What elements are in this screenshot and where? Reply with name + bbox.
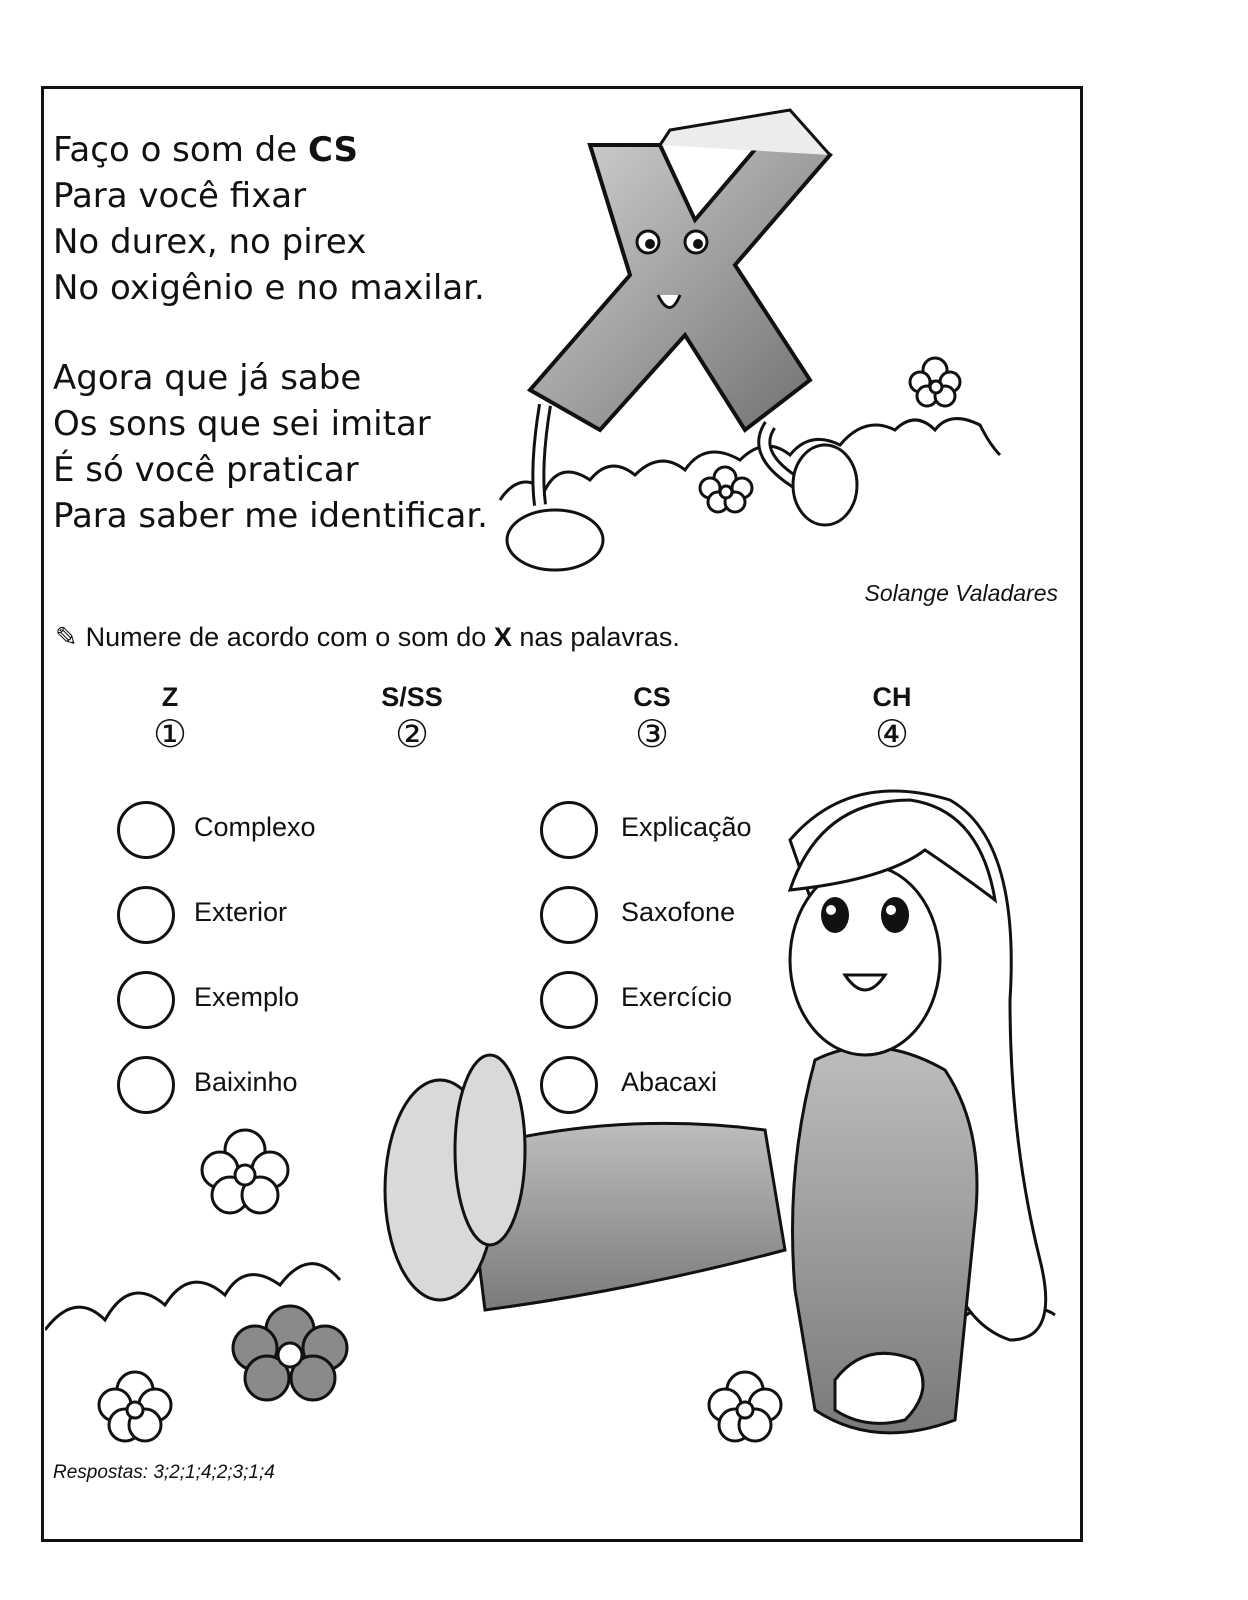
word-item: Explicação xyxy=(621,812,752,842)
number-2-icon: ② xyxy=(394,712,430,756)
poem-line: No durex, no pirex xyxy=(53,222,367,262)
poem-line: É só você praticar xyxy=(53,450,359,490)
poem-line: Para saber me identificar. xyxy=(53,496,488,536)
sound-legend-cs: CS ③ xyxy=(602,680,702,754)
poem-line: Faço o som de CS xyxy=(53,130,359,170)
poem-stanza-2 xyxy=(53,355,488,539)
poem-author: Solange Valadares xyxy=(864,580,1058,606)
instruction-text: ✎ Numere de acordo com o som do X nas palavras. xyxy=(55,622,680,652)
word-item: Complexo xyxy=(194,812,316,842)
answer-key: Respostas: 3;2;1;4;2;3;1;4 xyxy=(53,1462,275,1483)
poem-line: Os sons que sei imitar xyxy=(53,404,431,444)
sound-legend-z: Z ① xyxy=(120,680,220,754)
number-3-icon: ③ xyxy=(634,712,670,756)
word-item: Abacaxi xyxy=(621,1067,718,1097)
sound-legend-s-ss: S/SS ② xyxy=(362,680,462,754)
sound-legend-ch: CH ④ xyxy=(842,680,942,754)
poem-line: Agora que já sabe xyxy=(53,358,362,398)
letter-x-character-illustration xyxy=(480,100,1070,600)
word-item: Exemplo xyxy=(194,982,300,1012)
poem-line: Para você fixar xyxy=(53,176,307,216)
word-item: Exterior xyxy=(194,897,288,927)
poem-stanza-1 xyxy=(53,127,485,311)
word-item: Baixinho xyxy=(194,1067,298,1097)
number-4-icon: ④ xyxy=(874,712,910,756)
number-1-icon: ① xyxy=(152,712,188,756)
girl-sitting-illustration xyxy=(45,770,1075,1460)
pencil-icon: ✎ xyxy=(55,622,78,652)
word-item: Saxofone xyxy=(621,897,736,927)
word-item: Exercício xyxy=(621,982,733,1012)
poem-line: No oxigênio e no maxilar. xyxy=(53,268,485,308)
